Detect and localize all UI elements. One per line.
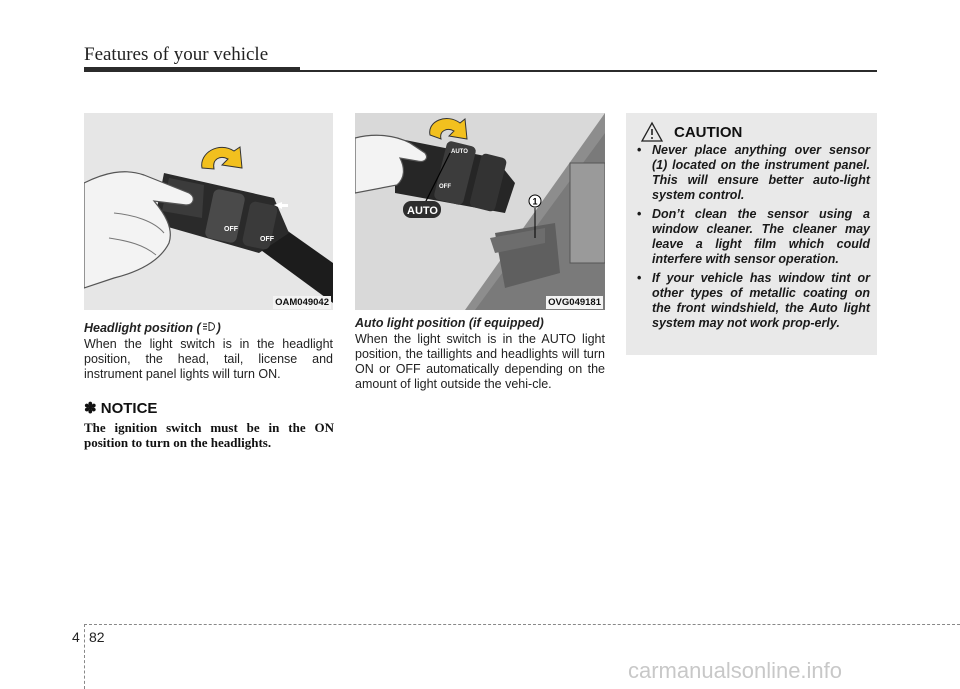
headlight-heading-close: ) [216,321,221,335]
auto-marking: AUTO [451,149,468,155]
watermark: carmanualsonline.info [628,658,843,683]
caution-title: CAUTION [674,124,743,141]
header-rule-thick [84,67,300,72]
headlight-icon [201,321,217,335]
footer-vertical-divider [84,624,85,689]
figure-code: OVG049181 [548,297,601,308]
caution-list [632,143,870,335]
footer-divider [84,624,960,625]
page-header-title: Features of your vehicle [84,44,269,65]
caution-item: • If your vehicle has window tint or other types of metallic coating on the front windshield, the Auto light system may not work prop-erly. [632,271,870,331]
figure-code: OAM049042 [275,297,329,308]
auto-light-figure [355,113,605,310]
auto-light-heading: Auto light position (if equipped) [355,316,544,330]
page-number: 82 [89,629,105,645]
caution-item: • Don’t clean the sensor using a window cleaner. The cleaner may leave a light film which could interfere with sensor operation. [632,207,870,267]
headlight-switch-illustration [84,113,333,310]
headlight-switch-figure [84,113,333,310]
header-rule-thin [300,70,877,72]
caution-box [626,113,877,355]
notice-title: ✽ NOTICE [84,400,158,417]
headlight-heading-text: Headlight position ( [84,321,201,335]
off-marking-1: OFF [224,226,238,233]
off-marking-3: OFF [439,184,451,190]
sensor-callout-number: 1 [532,196,538,207]
auto-light-illustration [355,113,605,310]
headlight-heading [84,321,221,335]
chapter-number: 4 [72,629,80,645]
auto-label: AUTO [407,205,438,217]
caution-item: • Never place anything over sensor (1) located on the instrument panel. This will ensure better auto-light system control. [632,143,870,203]
headlight-description: When the light switch is in the headlight position, the head, tail, license and instrument panel lights will turn ON. [84,337,333,381]
off-marking-2: OFF [260,236,274,243]
auto-light-description: When the light switch is in the AUTO light position, the taillights and headlights will turn ON or OFF automatically depending on the amount of light outside the vehi-cle. [355,332,605,391]
notice-text: The ignition switch must be in the ON position to turn on the headlights. [84,420,334,450]
